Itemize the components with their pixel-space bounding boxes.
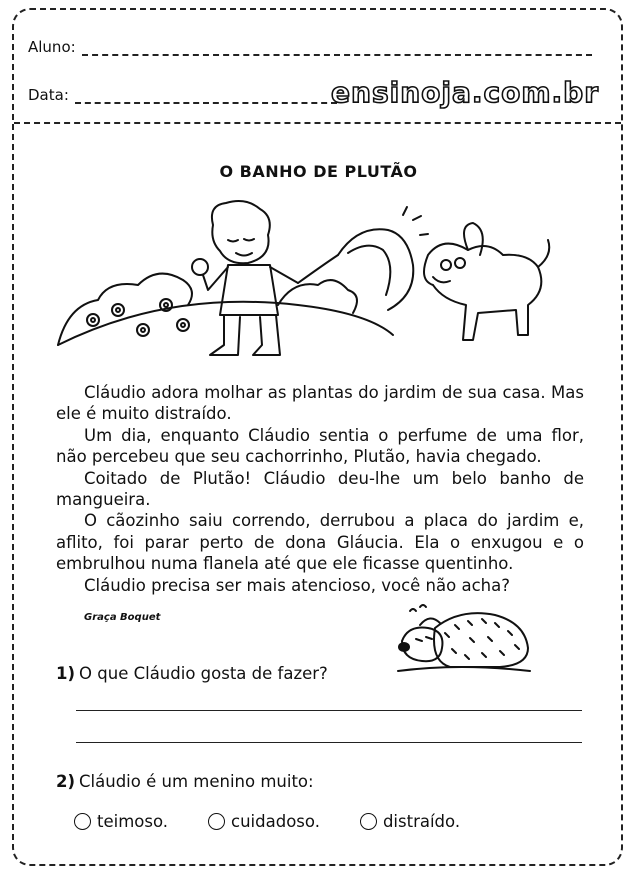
radio-circle[interactable] [74, 813, 91, 830]
student-label: Aluno: [28, 38, 76, 56]
story-paragraph: Um dia, enquanto Cláudio sentia o perfume de uma flor, não percebeu que seu cachorrinho, Plutão, havia chegado. [56, 425, 584, 467]
story-paragraph: Cláudio precisa ser mais atencioso, você não acha? [84, 575, 510, 595]
student-name-row [28, 38, 592, 56]
header-divider [14, 122, 621, 124]
dog-wrapped-in-flannel-illustration [390, 603, 538, 675]
student-name-field[interactable] [82, 40, 592, 56]
story-title: O BANHO DE PLUTÃO [219, 162, 418, 181]
boy-watering-dog-illustration [48, 195, 558, 367]
story-author: Graça Boquet [84, 612, 161, 623]
option-label: teimoso. [97, 812, 169, 831]
date-field[interactable] [75, 88, 337, 104]
radio-circle[interactable] [360, 813, 377, 830]
question-1 [56, 664, 328, 683]
date-row [28, 86, 337, 104]
date-label: Data: [28, 86, 69, 104]
question-number: 1) [56, 664, 76, 683]
option-label: cuidadoso. [231, 812, 320, 831]
story-text [56, 382, 584, 596]
answer-line[interactable] [76, 742, 582, 743]
question-number: 2) [56, 772, 76, 791]
answer-options [74, 812, 460, 831]
question-text: O que Cláudio gosta de fazer? [79, 664, 328, 683]
story-paragraph: Coitado de Plutão! Cláudio deu-lhe um belo banho de mangueira. [56, 468, 584, 510]
question-text: Cláudio é um menino muito: [79, 772, 314, 791]
radio-circle[interactable] [208, 813, 225, 830]
option-distraido[interactable] [360, 812, 460, 831]
question-2 [56, 772, 314, 791]
answer-line[interactable] [76, 710, 582, 711]
story-paragraph: O cãozinho saiu correndo, derrubou a placa do jardim e, aflito, foi parar perto de dona Gláucia. Ela o enxugou e o embrulhou numa flanela até que ele ficasse quentinho. [56, 511, 584, 574]
site-logo: ensinoja.com.br [331, 76, 599, 109]
option-label: distraído. [382, 812, 461, 831]
story-paragraph: Cláudio adora molhar as plantas do jardim de sua casa. Mas ele é muito distraído. [56, 383, 584, 424]
option-teimoso[interactable] [74, 812, 168, 831]
option-cuidadoso[interactable] [208, 812, 320, 831]
